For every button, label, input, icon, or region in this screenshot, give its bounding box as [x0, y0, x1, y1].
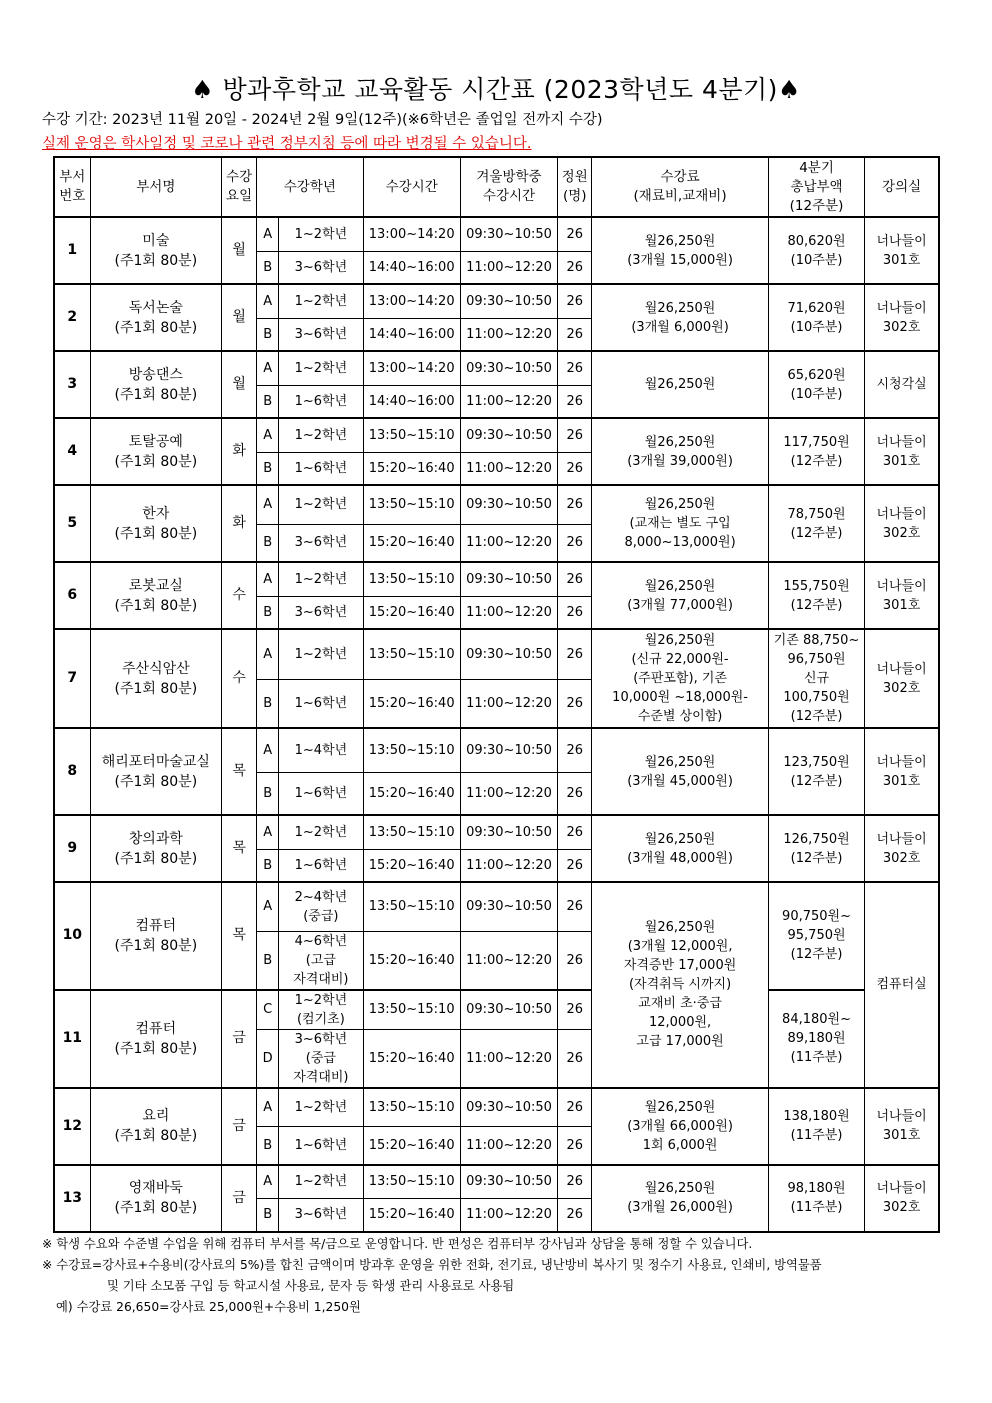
class-time: 14:40~16:00 — [363, 318, 460, 351]
grade-range: 1~2학년 — [279, 1165, 363, 1199]
dept-name: 미술 (주1회 80분) — [90, 217, 221, 284]
class-time: 13:50~15:10 — [363, 728, 460, 772]
section-label: A — [257, 1088, 279, 1127]
table-row — [54, 990, 939, 1030]
section-label: B — [257, 524, 279, 562]
classroom: 너나들이 301호 — [865, 562, 939, 629]
grade-range: 1~2학년 — [279, 629, 363, 679]
class-time: 13:50~15:10 — [363, 990, 460, 1030]
table-row — [54, 1165, 939, 1199]
footnote-example: 예) 수강료 26,650=강사료 25,000원+수용비 1,250원 — [56, 1300, 361, 1314]
class-time: 15:20~16:40 — [363, 1199, 460, 1232]
fee: 월26,250원 (3개월 6,000원) — [592, 284, 769, 351]
dept-name: 요리 (주1회 80분) — [90, 1088, 221, 1165]
dept-name: 주산식암산 (주1회 80분) — [90, 629, 221, 728]
grade-range: 1~6학년 — [279, 385, 363, 418]
class-day: 수 — [222, 562, 257, 629]
section-label: B — [257, 385, 279, 418]
winter-time: 11:00~12:20 — [460, 1127, 557, 1165]
dept-number: 5 — [54, 485, 90, 562]
dept-number: 8 — [54, 728, 90, 815]
winter-time: 09:30~10:50 — [460, 990, 557, 1030]
section-label: A — [257, 815, 279, 849]
grade-range: 1~2학년 — [279, 485, 363, 524]
grade-range: 1~2학년 — [279, 815, 363, 849]
grade-range: 3~6학년 — [279, 596, 363, 629]
fee: 월26,250원 (신규 22,000원- (주판포함), 기존 10,000원 ~18,000원- 수준별 상이함) — [592, 629, 769, 728]
capacity: 26 — [558, 452, 592, 485]
classroom: 너나들이 302호 — [865, 1165, 939, 1232]
section-label: A — [257, 728, 279, 772]
grade-range: 1~2학년 (컴기초) — [279, 990, 363, 1030]
dept-name: 로봇교실 (주1회 80분) — [90, 562, 221, 629]
dept-name: 한자 (주1회 80분) — [90, 485, 221, 562]
table-row — [54, 882, 939, 931]
winter-time: 09:30~10:50 — [460, 217, 557, 251]
fee: 월26,250원 (3개월 66,000원) 1회 6,000원 — [592, 1088, 769, 1165]
section-label: C — [257, 990, 279, 1030]
winter-time: 09:30~10:50 — [460, 351, 557, 385]
class-day: 화 — [222, 418, 257, 485]
winter-time: 11:00~12:20 — [460, 524, 557, 562]
class-time: 15:20~16:40 — [363, 772, 460, 815]
table-row — [54, 418, 939, 452]
class-time: 13:00~14:20 — [363, 217, 460, 251]
col-winter: 겨울방학중 수강시간 — [460, 157, 557, 217]
capacity: 26 — [558, 990, 592, 1030]
fee: 월26,250원 (3개월 39,000원) — [592, 418, 769, 485]
section-label: A — [257, 284, 279, 318]
dept-number: 4 — [54, 418, 90, 485]
fee: 월26,250원 (3개월 77,000원) — [592, 562, 769, 629]
winter-time: 09:30~10:50 — [460, 1088, 557, 1127]
footnote-fee-cont: 및 기타 소모품 구입 등 학교시설 사용료, 문자 등 학생 관리 사용료로 사용됨 — [107, 1279, 515, 1293]
capacity: 26 — [558, 815, 592, 849]
fee: 월26,250원 — [592, 351, 769, 418]
fee: 월26,250원 (3개월 12,000원, 자격증반 17,000원 (자격취득 시까지) 교재비 초·중급 12,000원, 고급 17,000원 — [592, 882, 769, 1088]
section-label: A — [257, 485, 279, 524]
grade-range: 1~2학년 — [279, 1088, 363, 1127]
class-time: 13:50~15:10 — [363, 1088, 460, 1127]
capacity: 26 — [558, 882, 592, 931]
winter-time: 11:00~12:20 — [460, 679, 557, 728]
winter-time: 11:00~12:20 — [460, 385, 557, 418]
grade-range: 1~2학년 — [279, 562, 363, 596]
fee: 월26,250원 (3개월 26,000원) — [592, 1165, 769, 1232]
grade-range: 1~6학년 — [279, 849, 363, 882]
classroom: 너나들이 302호 — [865, 485, 939, 562]
total-payment: 71,620원 (10주분) — [768, 284, 864, 351]
class-time: 13:00~14:20 — [363, 284, 460, 318]
footnotes — [42, 1234, 972, 1318]
col-grade: 수강학년 — [257, 157, 363, 217]
capacity: 26 — [558, 217, 592, 251]
col-fee: 수강료 (재료비,교재비) — [592, 157, 769, 217]
section-label: A — [257, 351, 279, 385]
dept-number: 11 — [54, 990, 90, 1088]
winter-time: 09:30~10:50 — [460, 815, 557, 849]
dept-number: 1 — [54, 217, 90, 284]
total-payment: 117,750원 (12주분) — [768, 418, 864, 485]
capacity: 26 — [558, 485, 592, 524]
section-label: B — [257, 849, 279, 882]
class-time: 13:50~15:10 — [363, 485, 460, 524]
class-time: 13:00~14:20 — [363, 351, 460, 385]
col-name: 부서명 — [90, 157, 221, 217]
table-row — [54, 284, 939, 318]
class-time: 13:50~15:10 — [363, 815, 460, 849]
col-cap: 정원 (명) — [558, 157, 592, 217]
table-row — [54, 562, 939, 596]
winter-time: 09:30~10:50 — [460, 284, 557, 318]
total-payment: 155,750원 (12주분) — [768, 562, 864, 629]
grade-range: 3~6학년 — [279, 524, 363, 562]
class-day: 수 — [222, 629, 257, 728]
table-row — [54, 351, 939, 385]
section-label: B — [257, 596, 279, 629]
capacity: 26 — [558, 562, 592, 596]
grade-range: 4~6학년 (고급 자격대비) — [279, 931, 363, 990]
capacity: 26 — [558, 385, 592, 418]
section-label: A — [257, 882, 279, 931]
winter-time: 11:00~12:20 — [460, 452, 557, 485]
total-payment: 84,180원~ 89,180원 (11주분) — [768, 990, 864, 1088]
dept-number: 10 — [54, 882, 90, 990]
winter-time: 11:00~12:20 — [460, 1029, 557, 1088]
capacity: 26 — [558, 1199, 592, 1232]
class-day: 금 — [222, 990, 257, 1088]
winter-time: 09:30~10:50 — [460, 562, 557, 596]
capacity: 26 — [558, 679, 592, 728]
winter-time: 11:00~12:20 — [460, 849, 557, 882]
page-title: ♠ 방과후학교 교육활동 시간표 (2023학년도 4분기)♠ — [191, 75, 801, 104]
class-day: 금 — [222, 1165, 257, 1232]
dept-name: 컴퓨터 (주1회 80분) — [90, 990, 221, 1088]
header-row — [54, 157, 939, 217]
fee: 월26,250원 (3개월 15,000원) — [592, 217, 769, 284]
class-day: 화 — [222, 485, 257, 562]
grade-range: 1~2학년 — [279, 418, 363, 452]
dept-number: 12 — [54, 1088, 90, 1165]
grade-range: 1~6학년 — [279, 452, 363, 485]
col-total: 4분기 총납부액 (12주분) — [768, 157, 864, 217]
total-payment: 126,750원 (12주분) — [768, 815, 864, 882]
winter-time: 11:00~12:20 — [460, 772, 557, 815]
capacity: 26 — [558, 351, 592, 385]
dept-name: 영재바둑 (주1회 80분) — [90, 1165, 221, 1232]
capacity: 26 — [558, 524, 592, 562]
section-label: B — [257, 679, 279, 728]
dept-number: 2 — [54, 284, 90, 351]
winter-time: 11:00~12:20 — [460, 251, 557, 284]
total-payment: 78,750원 (12주분) — [768, 485, 864, 562]
classroom: 시청각실 — [865, 351, 939, 418]
capacity: 26 — [558, 1165, 592, 1199]
grade-range: 1~6학년 — [279, 1127, 363, 1165]
classroom: 너나들이 301호 — [865, 418, 939, 485]
dept-name: 토탈공예 (주1회 80분) — [90, 418, 221, 485]
dept-number: 3 — [54, 351, 90, 418]
dept-name: 해리포터마술교실 (주1회 80분) — [90, 728, 221, 815]
classroom: 너나들이 302호 — [865, 629, 939, 728]
classroom: 너나들이 302호 — [865, 284, 939, 351]
footnote-fee: ※ 수강료=강사료+수용비(강사료의 5%)를 합친 금액이며 방과후 운영을 위한 전화, 전기료, 냉난방비 복사기 및 정수기 사용료, 인쇄비, 방역물품 — [42, 1258, 822, 1272]
dept-name: 독서논술 (주1회 80분) — [90, 284, 221, 351]
section-label: B — [257, 1199, 279, 1232]
classroom: 컴퓨터실 — [865, 882, 939, 1088]
capacity: 26 — [558, 1127, 592, 1165]
course-period: 수강 기간: 2023년 11월 20일 - 2024년 2월 9일(12주)(※6학년은 졸업일 전까지 수강) — [42, 112, 603, 128]
winter-time: 09:30~10:50 — [460, 882, 557, 931]
table-row — [54, 629, 939, 679]
classroom: 너나들이 301호 — [865, 1088, 939, 1165]
grade-range: 3~6학년 — [279, 318, 363, 351]
total-payment: 80,620원 (10주분) — [768, 217, 864, 284]
section-label: B — [257, 452, 279, 485]
col-time: 수강시간 — [363, 157, 460, 217]
class-time: 15:20~16:40 — [363, 524, 460, 562]
fee: 월26,250원 (3개월 45,000원) — [592, 728, 769, 815]
grade-range: 3~6학년 — [279, 251, 363, 284]
section-label: B — [257, 318, 279, 351]
table-row — [54, 815, 939, 849]
class-time: 15:20~16:40 — [363, 1127, 460, 1165]
fee: 월26,250원 (교재는 별도 구입 8,000~13,000원) — [592, 485, 769, 562]
section-label: A — [257, 562, 279, 596]
capacity: 26 — [558, 418, 592, 452]
winter-time: 11:00~12:20 — [460, 1199, 557, 1232]
grade-range: 3~6학년 (중급 자격대비) — [279, 1029, 363, 1088]
capacity: 26 — [558, 931, 592, 990]
class-time: 14:40~16:00 — [363, 251, 460, 284]
grade-range: 1~6학년 — [279, 679, 363, 728]
winter-time: 09:30~10:50 — [460, 629, 557, 679]
capacity: 26 — [558, 772, 592, 815]
grade-range: 1~2학년 — [279, 284, 363, 318]
capacity: 26 — [558, 728, 592, 772]
section-label: A — [257, 217, 279, 251]
table-row — [54, 1088, 939, 1127]
capacity: 26 — [558, 629, 592, 679]
col-no: 부서 번호 — [54, 157, 90, 217]
classroom: 너나들이 301호 — [865, 217, 939, 284]
dept-number: 6 — [54, 562, 90, 629]
grade-range: 2~4학년 (중급) — [279, 882, 363, 931]
total-payment: 90,750원~ 95,750원 (12주분) — [768, 882, 864, 990]
section-label: A — [257, 629, 279, 679]
grade-range: 1~6학년 — [279, 772, 363, 815]
dept-name: 창의과학 (주1회 80분) — [90, 815, 221, 882]
winter-time: 09:30~10:50 — [460, 1165, 557, 1199]
winter-time: 09:30~10:50 — [460, 418, 557, 452]
class-time: 15:20~16:40 — [363, 679, 460, 728]
class-time: 14:40~16:00 — [363, 385, 460, 418]
winter-time: 11:00~12:20 — [460, 931, 557, 990]
section-label: B — [257, 931, 279, 990]
capacity: 26 — [558, 596, 592, 629]
dept-name: 방송댄스 (주1회 80분) — [90, 351, 221, 418]
class-time: 15:20~16:40 — [363, 596, 460, 629]
capacity: 26 — [558, 849, 592, 882]
total-payment: 65,620원 (10주분) — [768, 351, 864, 418]
capacity: 26 — [558, 318, 592, 351]
class-time: 15:20~16:40 — [363, 1029, 460, 1088]
section-label: B — [257, 772, 279, 815]
total-payment: 123,750원 (12주분) — [768, 728, 864, 815]
class-day: 월 — [222, 284, 257, 351]
total-payment: 98,180원 (11주분) — [768, 1165, 864, 1232]
class-time: 13:50~15:10 — [363, 629, 460, 679]
dept-name: 컴퓨터 (주1회 80분) — [90, 882, 221, 990]
class-day: 금 — [222, 1088, 257, 1165]
col-day: 수강 요일 — [222, 157, 257, 217]
winter-time: 11:00~12:20 — [460, 318, 557, 351]
schedule-table — [53, 156, 940, 1233]
classroom: 너나들이 301호 — [865, 728, 939, 815]
col-room: 강의실 — [865, 157, 939, 217]
section-label: B — [257, 1127, 279, 1165]
class-time: 13:50~15:10 — [363, 882, 460, 931]
capacity: 26 — [558, 251, 592, 284]
class-day: 목 — [222, 882, 257, 990]
dept-number: 13 — [54, 1165, 90, 1232]
class-time: 13:50~15:10 — [363, 562, 460, 596]
section-label: B — [257, 251, 279, 284]
classroom: 너나들이 302호 — [865, 815, 939, 882]
capacity: 26 — [558, 1088, 592, 1127]
class-time: 15:20~16:40 — [363, 452, 460, 485]
section-label: D — [257, 1029, 279, 1088]
grade-range: 1~2학년 — [279, 351, 363, 385]
capacity: 26 — [558, 284, 592, 318]
class-day: 목 — [222, 728, 257, 815]
footnote-computer: ※ 학생 수요와 수준별 수업을 위해 컴퓨터 부서를 목/금으로 운영합니다. 반 편성은 컴퓨터부 강사님과 상담을 통해 정할 수 있습니다. — [42, 1237, 753, 1251]
class-day: 월 — [222, 351, 257, 418]
grade-range: 1~4학년 — [279, 728, 363, 772]
class-day: 월 — [222, 217, 257, 284]
dept-number: 9 — [54, 815, 90, 882]
schedule-body — [54, 217, 939, 1232]
table-row — [54, 217, 939, 251]
table-row — [54, 485, 939, 524]
table-row — [54, 728, 939, 772]
class-time: 15:20~16:40 — [363, 931, 460, 990]
class-day: 목 — [222, 815, 257, 882]
total-payment: 기존 88,750~ 96,750원 신규 100,750원 (12주분) — [768, 629, 864, 728]
total-payment: 138,180원 (11주분) — [768, 1088, 864, 1165]
section-label: A — [257, 1165, 279, 1199]
class-time: 13:50~15:10 — [363, 418, 460, 452]
winter-time: 09:30~10:50 — [460, 485, 557, 524]
class-time: 15:20~16:40 — [363, 849, 460, 882]
grade-range: 1~2학년 — [279, 217, 363, 251]
capacity: 26 — [558, 1029, 592, 1088]
fee: 월26,250원 (3개월 48,000원) — [592, 815, 769, 882]
winter-time: 09:30~10:50 — [460, 728, 557, 772]
grade-range: 3~6학년 — [279, 1199, 363, 1232]
winter-time: 11:00~12:20 — [460, 596, 557, 629]
change-notice: 실제 운영은 학사일정 및 코로나 관련 정부지침 등에 따라 변경될 수 있습니다. — [42, 136, 532, 152]
dept-number: 7 — [54, 629, 90, 728]
section-label: A — [257, 418, 279, 452]
class-time: 13:50~15:10 — [363, 1165, 460, 1199]
